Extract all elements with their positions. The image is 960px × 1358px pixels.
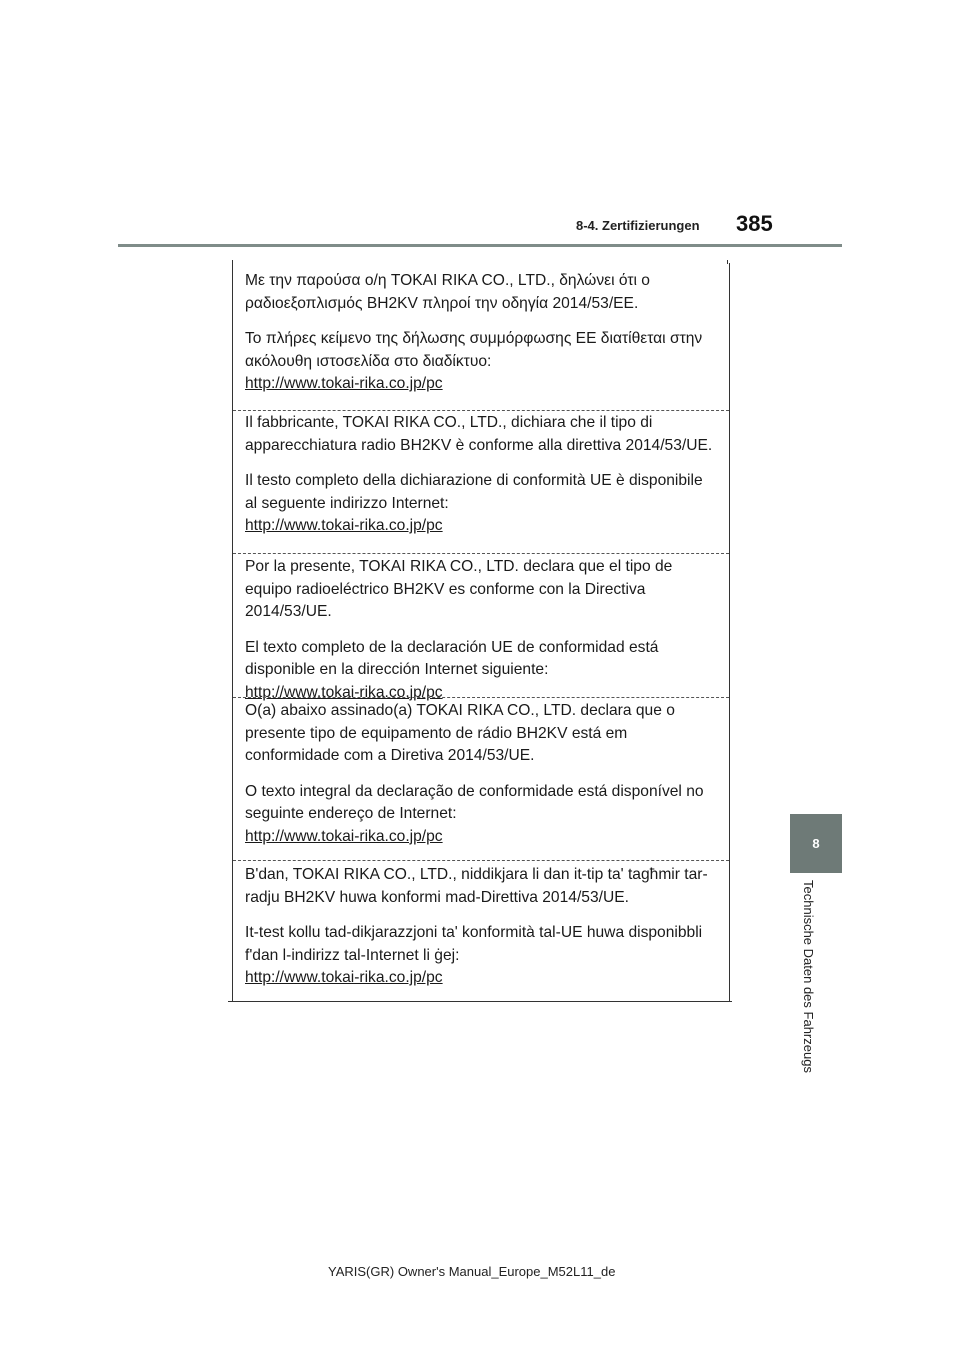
declaration-spanish bbox=[245, 556, 715, 704]
section-divider bbox=[233, 697, 729, 698]
declarations-box bbox=[232, 263, 730, 1001]
declaration-availability: El texto completo de la declaración UE de conformidad está disponible en la dirección Internet siguiente: bbox=[245, 638, 659, 678]
footer-manual-id: YARIS(GR) Owner's Manual_Europe_M52L11_de bbox=[328, 1264, 616, 1279]
declaration-maltese bbox=[245, 864, 715, 990]
section-title: 8-4. Zertifizierungen bbox=[576, 218, 700, 233]
header-rule bbox=[118, 244, 842, 247]
declaration-portuguese bbox=[245, 700, 715, 848]
declaration-statement: Με την παρούσα ο/η TOKAI RIKA CO., LTD., δηλώνει ότι ο ραδιοεξοπλισμός BH2KV πληροί την οδηγία 2014/53/ΕΕ. bbox=[245, 272, 650, 312]
declaration-statement: B'dan, TOKAI RIKA CO., LTD., niddikjara li dan it-tip ta' tagħmir tar-radju BH2KV huwa konformi mad-Direttiva 2014/53/UE. bbox=[245, 866, 708, 906]
declaration-statement: Il fabbricante, TOKAI RIKA CO., LTD., dichiara che il tipo di apparecchiatura radio BH2KV è conforme alla direttiva 2014/53/UE. bbox=[245, 414, 713, 454]
declaration-statement: Por la presente, TOKAI RIKA CO., LTD. declara que el tipo de equipo radioeléctrico BH2KV es conforme con la Directiva 2014/53/UE. bbox=[245, 558, 673, 620]
section-divider bbox=[233, 410, 729, 411]
box-bottom-rule bbox=[228, 1001, 732, 1002]
declaration-availability: Il testo completo della dichiarazione di conformità UE è disponibile al seguente indirizzo Internet: bbox=[245, 472, 703, 512]
declaration-availability: Το πλήρες κείμενο της δήλωσης συμμόρφωσης ΕΕ διατίθεται στην ακόλουθη ιστοσελίδα στο διαδίκτυο: bbox=[245, 330, 703, 370]
section-divider bbox=[233, 860, 729, 861]
chapter-title: Technische Daten des Fahrzeugs bbox=[801, 880, 816, 1073]
page-number: 385 bbox=[736, 211, 773, 236]
declaration-url-link[interactable]: http://www.tokai-rika.co.jp/pc bbox=[245, 517, 443, 534]
declaration-italian bbox=[245, 412, 715, 538]
declaration-greek bbox=[245, 270, 715, 396]
declaration-availability: It-test kollu tad-dikjarazzjoni ta' konformità tal-UE huwa disponibbli f'dan l-indirizz tal-Internet li ġej: bbox=[245, 924, 703, 964]
section-divider bbox=[233, 553, 729, 554]
declaration-url-link[interactable]: http://www.tokai-rika.co.jp/pc bbox=[245, 827, 443, 845]
declaration-availability: O texto integral da declaração de conformidade está disponível no seguinte endereço de Internet: bbox=[245, 782, 704, 822]
declaration-url-link[interactable]: http://www.tokai-rika.co.jp/pc bbox=[245, 683, 443, 701]
declaration-url-link[interactable]: http://www.tokai-rika.co.jp/pc bbox=[245, 969, 443, 986]
chapter-number: 8 bbox=[812, 836, 820, 851]
declaration-url-link[interactable]: http://www.tokai-rika.co.jp/pc bbox=[245, 375, 443, 392]
declaration-statement: O(a) abaixo assinado(a) TOKAI RIKA CO., LTD. declara que o presente tipo de equipamento de rádio BH2KV está em conformidade com a Diretiva 2014/53/UE. bbox=[245, 702, 675, 764]
chapter-tab bbox=[790, 814, 842, 873]
